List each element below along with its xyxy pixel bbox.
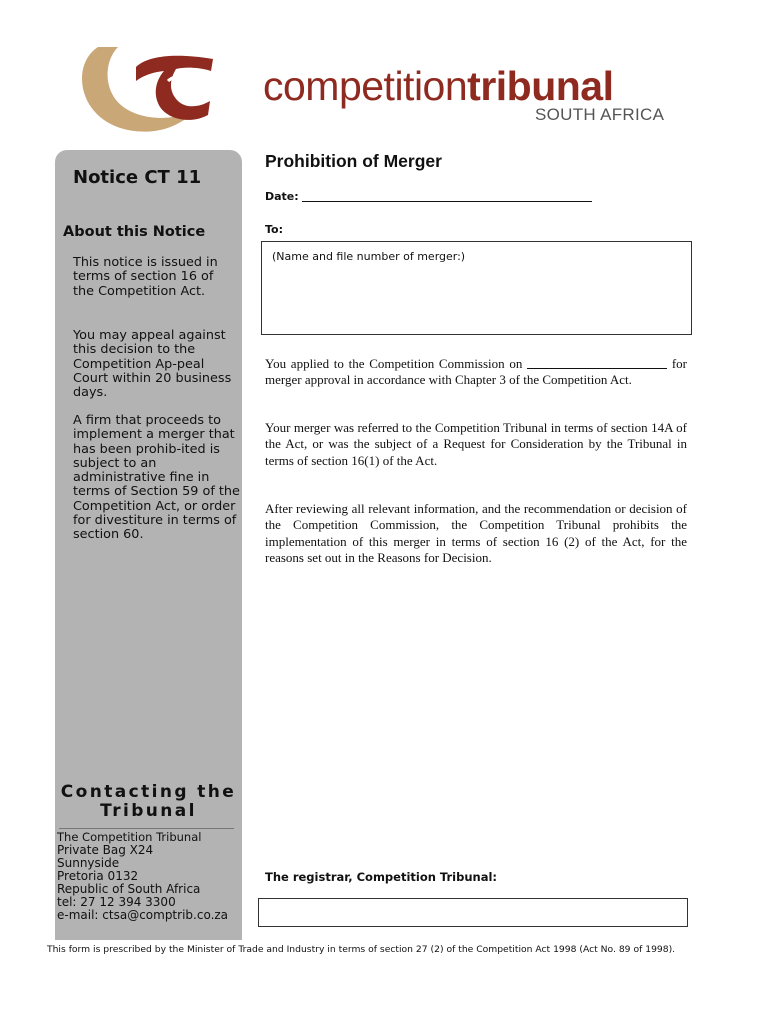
paragraph-referral: Your merger was referred to the Competition Tribunal in terms of section 14A of the Act, or was the subject of a Request for Consideration by the Tribunal in terms of section 16(1) of the Act.: [265, 420, 687, 468]
merger-field-label: (Name and file number of merger:): [272, 250, 466, 263]
date-field[interactable]: [302, 190, 592, 202]
merger-name-field[interactable]: [261, 241, 692, 335]
contact-address: [57, 831, 228, 922]
paragraph-application: [265, 356, 687, 389]
date-label: Date:: [265, 190, 299, 203]
sidebar-panel: [55, 150, 242, 940]
address-line: Pretoria 0132: [57, 869, 139, 883]
address-line: Private Bag X24: [57, 843, 154, 857]
page-title: Prohibition of Merger: [265, 151, 442, 171]
address-line: The Competition Tribunal: [57, 830, 202, 844]
address-phone: tel: 27 12 394 3300: [57, 895, 176, 909]
registrar-signature-field[interactable]: [258, 898, 688, 927]
contact-heading: Contacting the Tribunal: [60, 782, 237, 821]
tribunal-logo-icon: [78, 45, 218, 135]
date-row: [265, 190, 592, 203]
footer-note: This form is prescribed by the Minister of Trade and Industry in terms of section 27 (2) of the Competition Act 1998 (Act No. 89 of 1998).: [47, 944, 676, 955]
to-label: To:: [265, 223, 283, 236]
notice-number: Notice CT 11: [73, 167, 202, 188]
application-date-field[interactable]: [527, 357, 667, 369]
p1-end: for merger approval in accordance with Chapter 3 of the Competition Act.: [265, 356, 687, 388]
logo-subtitle: SOUTH AFRICA: [535, 105, 665, 124]
about-para-1: This notice is issued in terms of section 16 of the Competition Act.: [73, 255, 218, 299]
about-para-2: You may appeal against this decision to the Competition Ap-peal Court within 20 business days.: [73, 328, 232, 401]
paragraph-decision: After reviewing all relevant information, and the recommendation or decision of the Competition Commission, the Competition Tribunal prohibits the implementation of this merger in terms of section 16 (2) of the Act, for the reasons set out in the Reasons for Decision.: [265, 501, 687, 565]
address-email: e-mail: ctsa@comptrib.co.za: [57, 908, 229, 922]
contact-divider: [59, 828, 234, 829]
logo-wordmark: competitiontribunal: [263, 63, 614, 109]
registrar-label: The registrar, Competition Tribunal:: [265, 870, 498, 884]
about-heading: About this Notice: [63, 224, 206, 240]
address-line: Republic of South Africa: [57, 882, 201, 896]
about-para-3: A firm that proceeds to implement a merger that has been prohib-ited is subject to an administrative fine in terms of Section 59 of the Competition Act, or order for divestiture in terms of section 60.: [73, 413, 240, 543]
p1-start: You applied to the Competition Commission on: [265, 356, 523, 371]
logo-t-highlight: [168, 74, 204, 81]
logo-t-mark: [136, 56, 213, 120]
address-line: Sunnyside: [57, 856, 120, 870]
